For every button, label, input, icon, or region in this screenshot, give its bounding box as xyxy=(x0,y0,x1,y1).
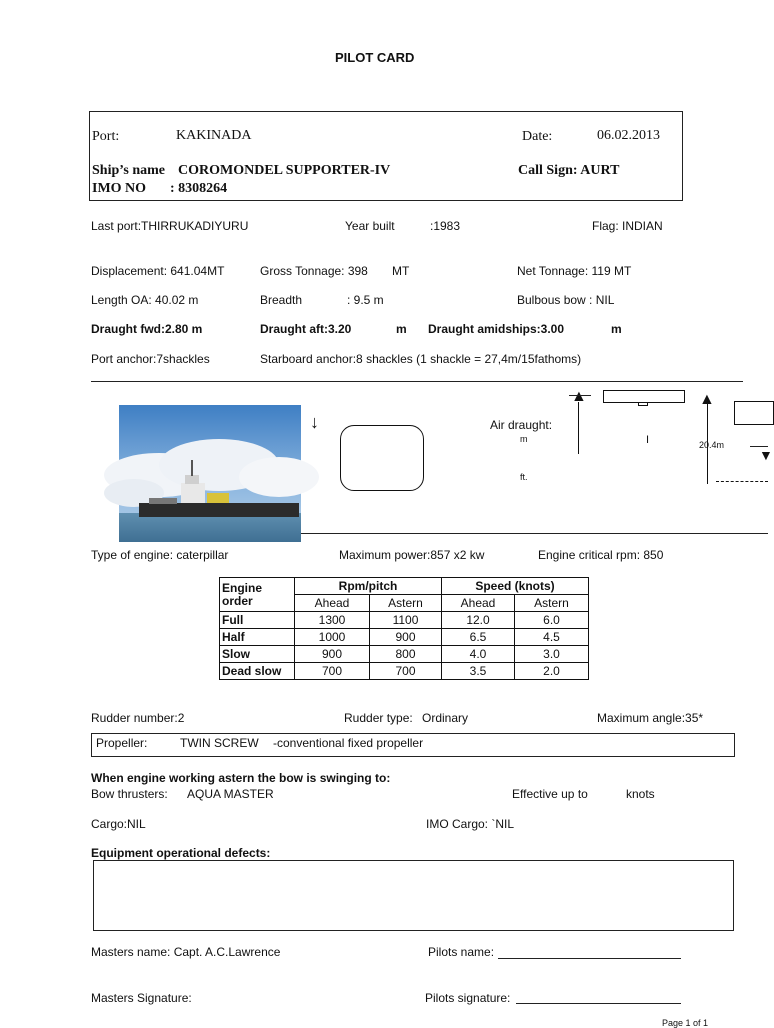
subheader-rpm-ahead: Ahead xyxy=(295,595,370,612)
masters-signature-label: Masters Signature: xyxy=(91,991,192,1005)
bow-thrusters-label: Bow thrusters: xyxy=(91,787,168,801)
subheader-speed-astern: Astern xyxy=(515,595,589,612)
rudder-type-label: Rudder type: xyxy=(344,711,413,725)
draught-aft: Draught aft:3.20 xyxy=(260,322,352,336)
table-row xyxy=(220,646,589,663)
draught-fwd: Draught fwd:2.80 m xyxy=(91,322,203,336)
page-title: PILOT CARD xyxy=(335,50,415,65)
table-row xyxy=(220,629,589,646)
pilots-signature-label: Pilots signature: xyxy=(425,991,511,1005)
header-engine-order: Engine order xyxy=(220,578,295,612)
speed-ahead: 12.0 xyxy=(442,612,515,629)
header-speed: Speed (knots) xyxy=(442,578,589,595)
engine-type: Type of engine: caterpillar xyxy=(91,548,229,562)
cargo: Cargo:NIL xyxy=(91,817,146,831)
breadth-value: : 9.5 m xyxy=(347,293,384,307)
masters-name: Masters name: Capt. A.C.Lawrence xyxy=(91,945,281,959)
imo-label: IMO NO xyxy=(92,181,147,196)
engine-order-table xyxy=(219,577,589,680)
propeller-label: Propeller: xyxy=(96,736,148,750)
row-order: Half xyxy=(220,629,295,646)
speed-ahead: 3.5 xyxy=(442,663,515,680)
table-row xyxy=(220,663,589,680)
row-order: Dead slow xyxy=(220,663,295,680)
rudder-max-angle: Maximum angle:35* xyxy=(597,711,704,725)
equipment-defects-label: Equipment operational defects: xyxy=(91,846,271,860)
rpm-astern: 1100 xyxy=(370,612,442,629)
flag: Flag: INDIAN xyxy=(592,219,663,233)
arrow-up-icon: ▲ xyxy=(699,391,715,408)
speed-astern: 6.0 xyxy=(515,612,589,629)
section-divider-bottom xyxy=(301,533,768,534)
rpm-astern: 900 xyxy=(370,629,442,646)
date-value: 06.02.2013 xyxy=(597,128,660,143)
section-divider-top xyxy=(91,381,743,382)
table-row xyxy=(220,612,589,629)
imo-cargo: IMO Cargo: `NIL xyxy=(426,817,515,831)
left-height-tick xyxy=(569,395,591,396)
separator-mark: I xyxy=(646,434,650,446)
air-draught-unit-ft: ft. xyxy=(520,472,528,482)
rudder-number: Rudder number:2 xyxy=(91,711,185,725)
draught-amidships-unit: m xyxy=(611,322,622,336)
speed-astern: 2.0 xyxy=(515,663,589,680)
pilots-name-line[interactable] xyxy=(498,958,681,959)
bow-thrusters-value: AQUA MASTER xyxy=(187,787,274,801)
page-footer: Page 1 of 1 xyxy=(662,1018,709,1028)
ship-name-value: COROMONDEL SUPPORTER-IV xyxy=(178,163,391,178)
gross-tonnage-unit: MT xyxy=(392,264,410,278)
speed-astern: 3.0 xyxy=(515,646,589,663)
bulbous-bow: Bulbous bow : NIL xyxy=(517,293,615,307)
ship-name-label: Ship’s name xyxy=(92,163,166,178)
rpm-ahead: 1000 xyxy=(295,629,370,646)
left-height-line xyxy=(578,402,579,454)
arrow-down-icon: ▼ xyxy=(759,447,773,463)
arrow-up-icon: ▲ xyxy=(571,388,587,405)
pilots-signature-line[interactable] xyxy=(516,1003,681,1004)
displacement: Displacement: 641.04MT xyxy=(91,264,225,278)
rpm-ahead: 900 xyxy=(295,646,370,663)
port-anchor: Port anchor:7shackles xyxy=(91,352,210,366)
year-built-value: :1983 xyxy=(430,219,461,233)
breadth-label: Breadth xyxy=(260,293,303,307)
propeller-value: TWIN SCREW xyxy=(180,736,259,750)
right-edge-box xyxy=(734,401,774,425)
subheader-speed-ahead: Ahead xyxy=(442,595,515,612)
header-rpm-pitch: Rpm/pitch xyxy=(295,578,442,595)
air-draught-label: Air draught: xyxy=(490,418,553,432)
last-port: Last port:THIRRUKADIYURU xyxy=(91,219,249,233)
pilots-name-label: Pilots name: xyxy=(428,945,495,959)
waterline-dashed xyxy=(716,481,768,482)
net-tonnage: Net Tonnage: 119 MT xyxy=(517,264,632,278)
equipment-defects-box[interactable] xyxy=(93,860,734,931)
port-value: KAKINADA xyxy=(176,128,252,143)
effective-up-to: Effective up to xyxy=(512,787,588,801)
length-oa: Length OA: 40.02 m xyxy=(91,293,199,307)
air-draught-unit-m: m xyxy=(520,434,528,444)
outline-box xyxy=(340,425,424,491)
speed-ahead: 4.0 xyxy=(442,646,515,663)
mast-notch xyxy=(638,402,648,406)
rpm-ahead: 1300 xyxy=(295,612,370,629)
knots-unit: knots xyxy=(626,787,655,801)
speed-astern: 4.5 xyxy=(515,629,589,646)
year-built-label: Year built xyxy=(345,219,395,233)
engine-max-power: Maximum power:857 x2 kw xyxy=(339,548,485,562)
rudder-type-value: Ordinary xyxy=(422,711,469,725)
draught-aft-unit: m xyxy=(396,322,407,336)
propeller-desc: -conventional fixed propeller xyxy=(273,736,424,750)
gross-tonnage: Gross Tonnage: 398 xyxy=(260,264,368,278)
rpm-astern: 800 xyxy=(370,646,442,663)
subheader-rpm-astern: Astern xyxy=(370,595,442,612)
rpm-ahead: 700 xyxy=(295,663,370,680)
arrow-down-icon: ↓ xyxy=(310,412,319,432)
rpm-astern: 700 xyxy=(370,663,442,680)
speed-ahead: 6.5 xyxy=(442,629,515,646)
astern-swing-heading: When engine working astern the bow is swinging to: xyxy=(91,771,391,785)
row-order: Slow xyxy=(220,646,295,663)
starboard-anchor: Starboard anchor:8 shackles (1 shackle = 27,4m/15fathoms) xyxy=(260,352,582,366)
date-label: Date: xyxy=(522,129,553,144)
engine-critical-rpm: Engine critical rpm: 850 xyxy=(538,548,664,562)
height-label: 20.4m xyxy=(699,440,725,450)
ship-photo xyxy=(119,405,301,542)
row-order: Full xyxy=(220,612,295,629)
call-sign: Call Sign: AURT xyxy=(518,163,620,178)
imo-value: : 8308264 xyxy=(170,181,228,196)
port-label: Port: xyxy=(92,129,120,144)
draught-amidships: Draught amidships:3.00 xyxy=(428,322,565,336)
